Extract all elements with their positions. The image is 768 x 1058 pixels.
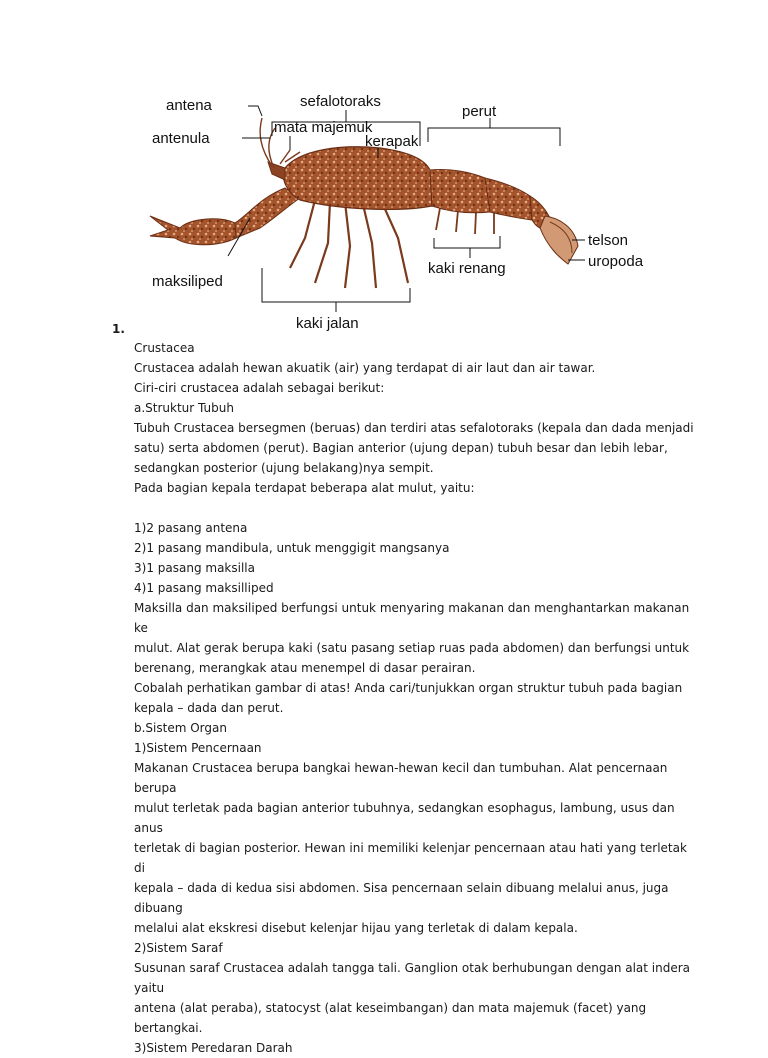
list-item: 4)1 pasang maksilliped [134,581,274,595]
label-maksiliped: maksiliped [152,273,223,290]
cephalothorax [283,147,432,210]
paragraph-line: Makanan Crustacea berupa bangkai hewan-hewan kecil dan tumbuhan. Alat pencernaan berupa [134,761,668,795]
paragraph-line: Tubuh Crustacea bersegmen (beruas) dan terdiri atas sefalotoraks (kepala dan dada menjadi [134,421,694,435]
subheading: a.Struktur Tubuh [134,401,234,415]
claw-pincer [150,216,236,245]
label-kaki-jalan: kaki jalan [296,315,359,332]
item-number: 1. [112,322,125,336]
paragraph-line: satu) serta abdomen (perut). Bagian anterior (ujung depan) tubuh besar dan lebih lebar, [134,441,668,455]
paragraph-line: Maksilla dan maksiliped berfungsi untuk menyaring makanan dan menghantarkan makanan ke [134,601,690,635]
label-antena: antena [166,97,212,114]
subheading: 3)Sistem Peredaran Darah [134,1041,293,1055]
paragraph-line: kepala – dada di kedua sisi abdomen. Sisa pencernaan selain dibuang melalui anus, juga dibuang [134,881,669,915]
paragraph-line: terletak di bagian posterior. Hewan ini memiliki kelenjar pencernaan atau hati yang terletak di [134,841,687,875]
blank-line [134,498,694,518]
paragraph-line: mulut. Alat gerak berupa kaki (satu pasang setiap ruas pada abdomen) dan berfungsi untuk [134,641,690,655]
paragraph-line: Cobalah perhatikan gambar di atas! Anda cari/tunjukkan organ struktur tubuh pada bagian [134,681,683,695]
label-antenula: antenula [152,130,210,147]
label-kerapak: kerapak [365,133,419,150]
label-mata-majemuk: mata majemuk [274,119,373,136]
paragraph-line: melalui alat ekskresi disebut kelenjar hijau yang terletak di dalam kepala. [134,921,578,935]
section-title: Crustacea [134,341,195,355]
paragraph-line: Crustacea adalah hewan akuatik (air) yang terdapat di air laut dan air tawar. [134,361,596,375]
label-uropoda: uropoda [588,253,644,270]
paragraph-line: mulut terletak pada bagian anterior tubuhnya, sedangkan esophagus, lambung, usus dan anus [134,801,675,835]
subheading: 2)Sistem Saraf [134,941,223,955]
paragraph-line: Pada bagian kepala terdapat beberapa alat mulut, yaitu: [134,481,475,495]
list-item: 3)1 pasang maksilla [134,561,255,575]
subheading: 1)Sistem Pencernaan [134,741,262,755]
document-body [134,338,694,1058]
label-perut: perut [462,103,497,120]
label-kaki-renang: kaki renang [428,260,506,277]
paragraph-line: berenang, merangkak atau menempel di dasar perairan. [134,661,476,675]
label-telson: telson [588,232,629,249]
paragraph-line: antena (alat peraba), statocyst (alat keseimbangan) dan mata majemuk (facet) yang bertangkai. [134,1001,647,1035]
paragraph-line: Susunan saraf Crustacea adalah tangga tali. Ganglion otak berhubungan dengan alat indera yaitu [134,961,691,995]
paragraph-line: sedangkan posterior (ujung belakang)nya sempit. [134,461,434,475]
list-item: 1)2 pasang antena [134,521,248,535]
walking-legs [290,198,408,288]
subheading: b.Sistem Organ [134,721,227,735]
paragraph-line: kepala – dada dan perut. [134,701,284,715]
crayfish-diagram [140,88,680,338]
paragraph-line: Ciri-ciri crustacea adalah sebagai berikut: [134,381,385,395]
list-item: 2)1 pasang mandibula, untuk menggigit mangsanya [134,541,450,555]
label-sefalotoraks: sefalotoraks [300,93,381,110]
abdomen [430,169,550,228]
